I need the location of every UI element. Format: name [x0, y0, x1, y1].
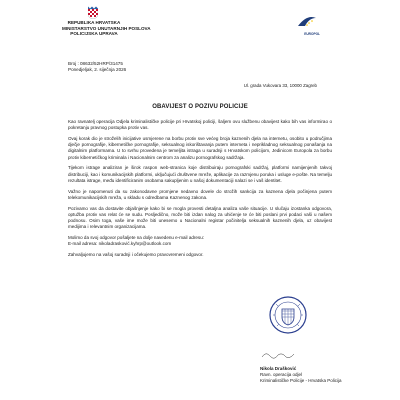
institution-line: POLICIJSKA UPRAVA: [70, 31, 118, 36]
document-title: OBAVIJEST O POZIVU POLICIJE: [152, 104, 248, 110]
paragraph: Pozivamo vas da dostavite objašnjenje kako bi se mogla provesti detaljna analiza vaše situacije. U slučaju izostanka odgovora, optužba protiv vas relat će se sudu. Posljedično, može biti izdan nalog za uhićenje te će biti poslani prvi podaci vaši u našem podnosu. Osim toga, vaše ime može biti unesemo u Nacionalni registar počinitelja seksualnih kaznenih djela, uz obavijest medijima i relevantnim organizacijama.: [68, 205, 332, 230]
europol-logo-icon: [296, 12, 318, 30]
handwritten-signature-icon: [260, 350, 328, 360]
document-date: Ponedjeljak, 2. siječnja 2026: [68, 67, 127, 72]
institution-line: MINISTARSTVO UNUTARNJIH POSLOVA: [62, 25, 151, 31]
institution-header: [62, 20, 151, 37]
reference-number: Broj : 08632/52HRP/31475: [68, 61, 123, 66]
paragraph: Tijekom istrage analiziran je širok raspon web-stranica koje distribuiraju pornografski sadržaj, platformi namijenjenih takvoj distribuciji, kao i komunikacijskih platformi, uključujući društvene mreže, aplikacije za razmjenu poruka i usluge e-pošte. Na temelju rezultata istrage, među identificiranim osobama sakupljenim u našoj dokumentaciji nalazi se i vaš identitet.: [68, 165, 332, 183]
official-stamp-icon: [268, 295, 308, 335]
letter-body: [68, 119, 332, 263]
croatian-coat-of-arms-icon: [88, 6, 98, 19]
signatory-department: Kriminalističke Policije - Hrvatska Policija: [260, 378, 342, 383]
document-meta: [68, 61, 126, 73]
paragraph: Molimo da svoj odgovor pošaljete na dolje navedenu e-mail adresu: E-mail adresa: nikoladrasković.kyhrp@outlook.com: [68, 235, 204, 247]
signatory-role: Ravn. operacija odjel: [260, 372, 303, 377]
signatory-name: Nikola Drašković: [260, 366, 297, 371]
paragraph: Kao ravnatelj operacija Odjela kriminalističke policije pri Hrvatskoj policiji, šaljem ovu službenu obavijest kako bih vas informirao o pokretanju pravnog postupka protiv vas.: [68, 119, 332, 131]
signatory-block: [260, 366, 342, 384]
paragraph: Zahvaljujemo na vašoj suradnji i očekujemo pravovremeni odgovor.: [68, 252, 204, 258]
office-address: Ul. grada Vukovara 33, 10000 Zagreb: [243, 83, 317, 88]
europol-logo-label: EUROPOL: [304, 32, 320, 36]
institution-line: REPUBLIKA HRVATSKA: [67, 20, 121, 25]
paragraph: Važno je napomenuti da su zakonodavne promjene nedavno dovele do strožih sankcija za kaznena djela počinjena putem telekomunikacijskih mreža, u skladu s odredbama Kaznenog zakona.: [68, 188, 332, 200]
paragraph: Ovaj korak dio je stroželih inicijative usmjerene na borbu protiv sve većeg broja kaznenih djela na internetu, osobito u područjima dječje pornografije, kibernetičke pornografije, seksualnog iskorištavanja putem interneta i neprikladnog seksualnog ponašanja na digitalnim platformama. U to svrhu provedena je temeljita istraga u suradnji s Hrvatskom policijom, Jedinicom Europola za borbu protiv kibernetičkog kriminala i Nacionalnim centrom za analizu pornografskog sadržaja.: [68, 136, 332, 160]
